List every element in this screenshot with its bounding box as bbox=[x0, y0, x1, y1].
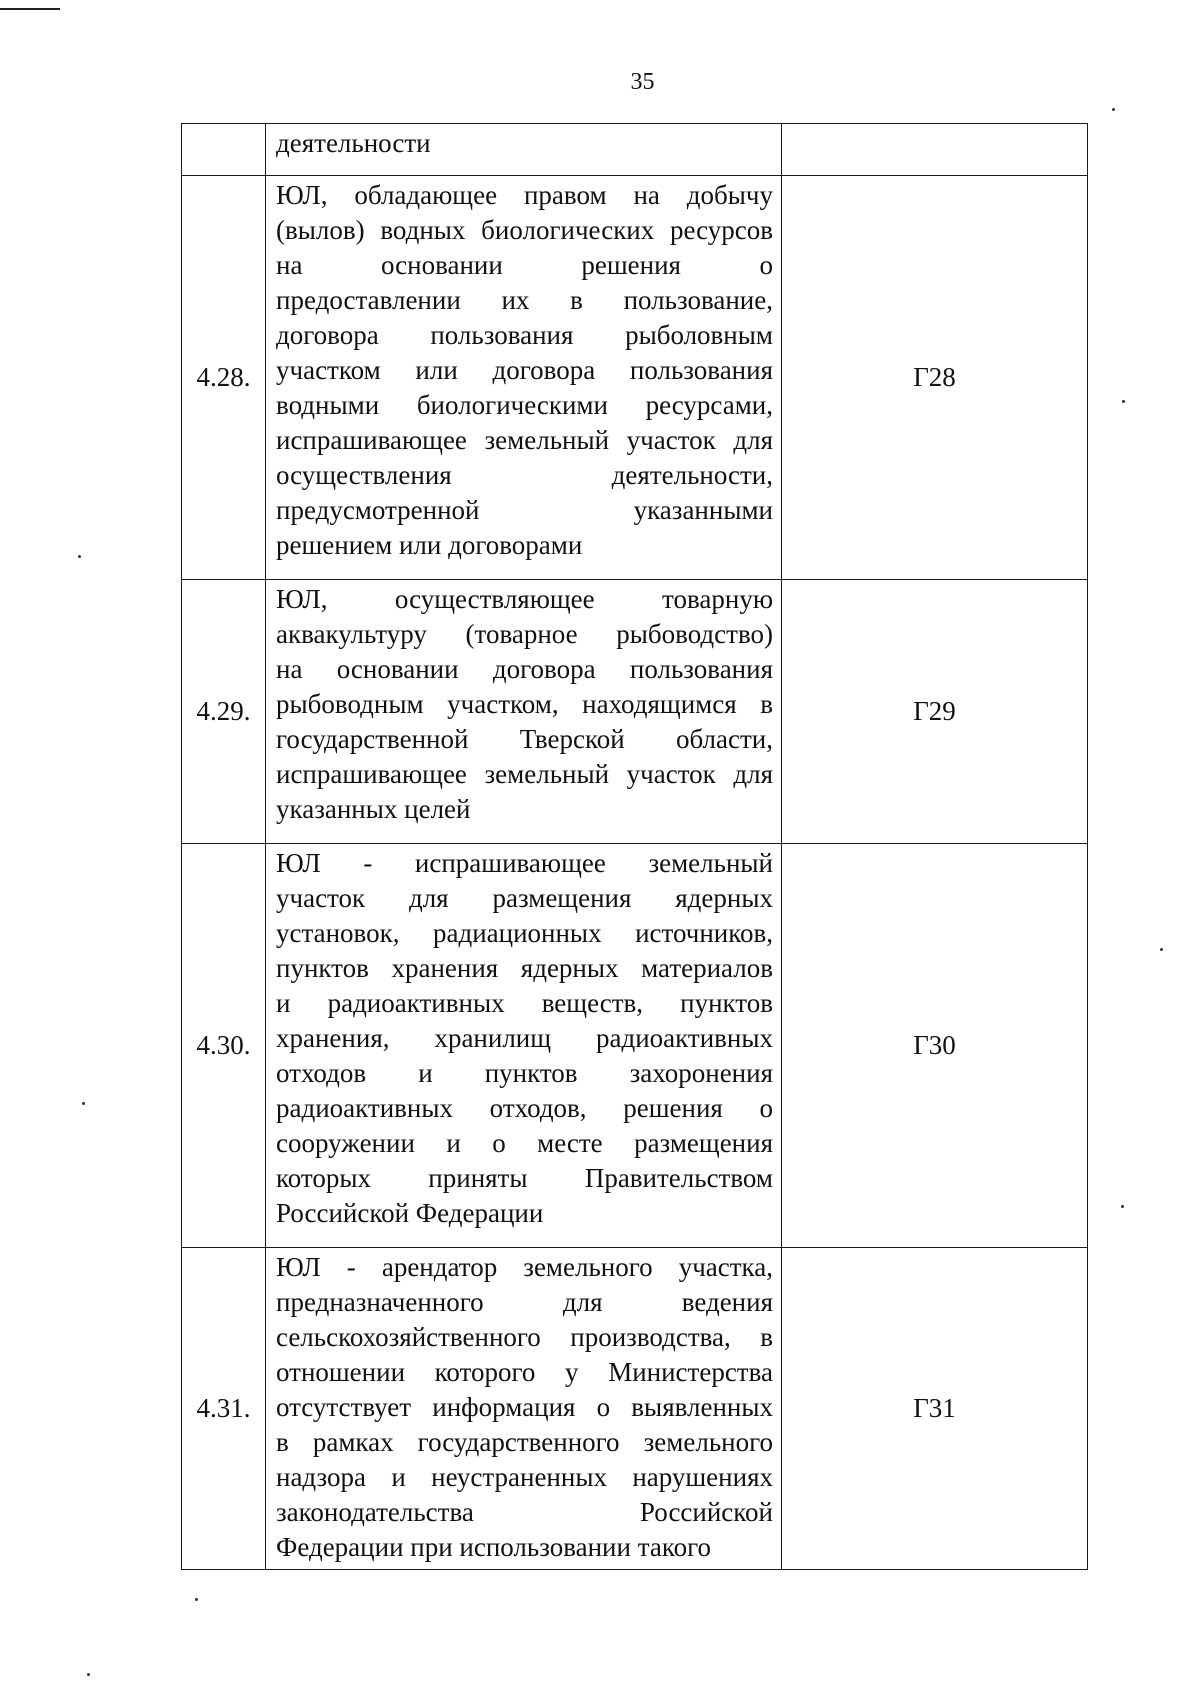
description-line: осуществления деятельности, bbox=[276, 460, 773, 490]
description-line: на основании договора пользования bbox=[276, 654, 773, 684]
scan-speck bbox=[78, 555, 81, 558]
description-line: испрашивающее земельный участок для bbox=[276, 425, 773, 455]
row-code-cell: Г28 bbox=[782, 176, 1088, 580]
description-line: участок для размещения ядерных bbox=[276, 883, 773, 913]
table-row bbox=[182, 580, 1088, 844]
description-line: испрашивающее земельный участок для bbox=[276, 759, 773, 789]
description-line: установок, радиационных источников, bbox=[276, 918, 773, 948]
table-row bbox=[182, 176, 1088, 580]
row-number-cell: 4.29. bbox=[182, 580, 266, 844]
description-line: сельскохозяйственного производства, в bbox=[276, 1322, 773, 1352]
description-line: пунктов хранения ядерных материалов bbox=[276, 953, 773, 983]
table-row bbox=[182, 1248, 1088, 1570]
description-line: отсутствует информация о выявленных bbox=[276, 1392, 773, 1422]
scan-speck bbox=[82, 1102, 85, 1105]
description-line: предназначенного для ведения bbox=[276, 1287, 773, 1317]
scan-speck bbox=[87, 1673, 90, 1676]
table-row bbox=[182, 844, 1088, 1248]
description-line: указанных целей bbox=[276, 794, 471, 824]
description-line: законодательства Российской bbox=[276, 1497, 773, 1527]
table-row bbox=[182, 124, 1088, 176]
row-code-cell: Г29 bbox=[782, 580, 1088, 844]
scan-speck bbox=[1122, 400, 1125, 403]
scan-speck bbox=[1112, 108, 1115, 111]
row-description-cell bbox=[266, 124, 782, 176]
description-line: государственной Тверской области, bbox=[276, 724, 773, 754]
row-code-cell: Г31 bbox=[782, 1248, 1088, 1570]
page-number: 35 bbox=[630, 69, 655, 95]
row-description-cell bbox=[266, 1248, 782, 1570]
scan-speck bbox=[1160, 948, 1163, 951]
table-body bbox=[182, 124, 1088, 1570]
row-number-cell: 4.28. bbox=[182, 176, 266, 580]
description-line: ЮЛ, осуществляющее товарную bbox=[276, 584, 773, 614]
classification-table bbox=[181, 123, 1088, 1570]
scan-speck bbox=[1121, 1205, 1124, 1208]
row-number-cell bbox=[182, 124, 266, 176]
description-line: (вылов) водных биологических ресурсов bbox=[276, 215, 773, 245]
description-line: в рамках государственного земельного bbox=[276, 1427, 773, 1457]
row-description-cell bbox=[266, 176, 782, 580]
row-description-cell bbox=[266, 580, 782, 844]
description-line: отношении которого у Министерства bbox=[276, 1357, 773, 1387]
description-line: договора пользования рыболовным bbox=[276, 320, 773, 350]
description-line: аквакультуру (товарное рыбоводство) bbox=[276, 619, 773, 649]
description-line: надзора и неустраненных нарушениях bbox=[276, 1462, 773, 1492]
description-line: на основании решения о bbox=[276, 250, 773, 280]
scan-edge-mark bbox=[0, 8, 60, 10]
description-line: водными биологическими ресурсами, bbox=[276, 390, 773, 420]
description-line: предоставлении их в пользование, bbox=[276, 285, 773, 315]
description-line: хранения, хранилищ радиоактивных bbox=[276, 1023, 773, 1053]
row-code-cell: Г30 bbox=[782, 844, 1088, 1248]
description-line: предусмотренной указанными bbox=[276, 495, 773, 525]
description-line: Российской Федерации bbox=[276, 1198, 544, 1228]
row-description-cell bbox=[266, 844, 782, 1248]
description-line: отходов и пунктов захоронения bbox=[276, 1058, 773, 1088]
description-line: ЮЛ - испрашивающее земельный bbox=[276, 848, 773, 878]
scan-speck bbox=[195, 1598, 198, 1601]
row-code-cell bbox=[782, 124, 1088, 176]
description-line: радиоактивных отходов, решения о bbox=[276, 1093, 773, 1123]
description-line: и радиоактивных веществ, пунктов bbox=[276, 988, 773, 1018]
description-line: деятельности bbox=[276, 128, 431, 158]
description-line: сооружении и о месте размещения bbox=[276, 1128, 773, 1158]
description-line: Федерации при использовании такого bbox=[276, 1532, 711, 1562]
description-line: которых приняты Правительством bbox=[276, 1163, 773, 1193]
description-line: участком или договора пользования bbox=[276, 355, 773, 385]
row-number-cell: 4.30. bbox=[182, 844, 266, 1248]
description-line: ЮЛ, обладающее правом на добычу bbox=[276, 180, 773, 210]
description-line: решением или договорами bbox=[276, 530, 583, 560]
row-number-cell: 4.31. bbox=[182, 1248, 266, 1570]
description-line: рыбоводным участком, находящимся в bbox=[276, 689, 773, 719]
description-line: ЮЛ - арендатор земельного участка, bbox=[276, 1252, 773, 1282]
